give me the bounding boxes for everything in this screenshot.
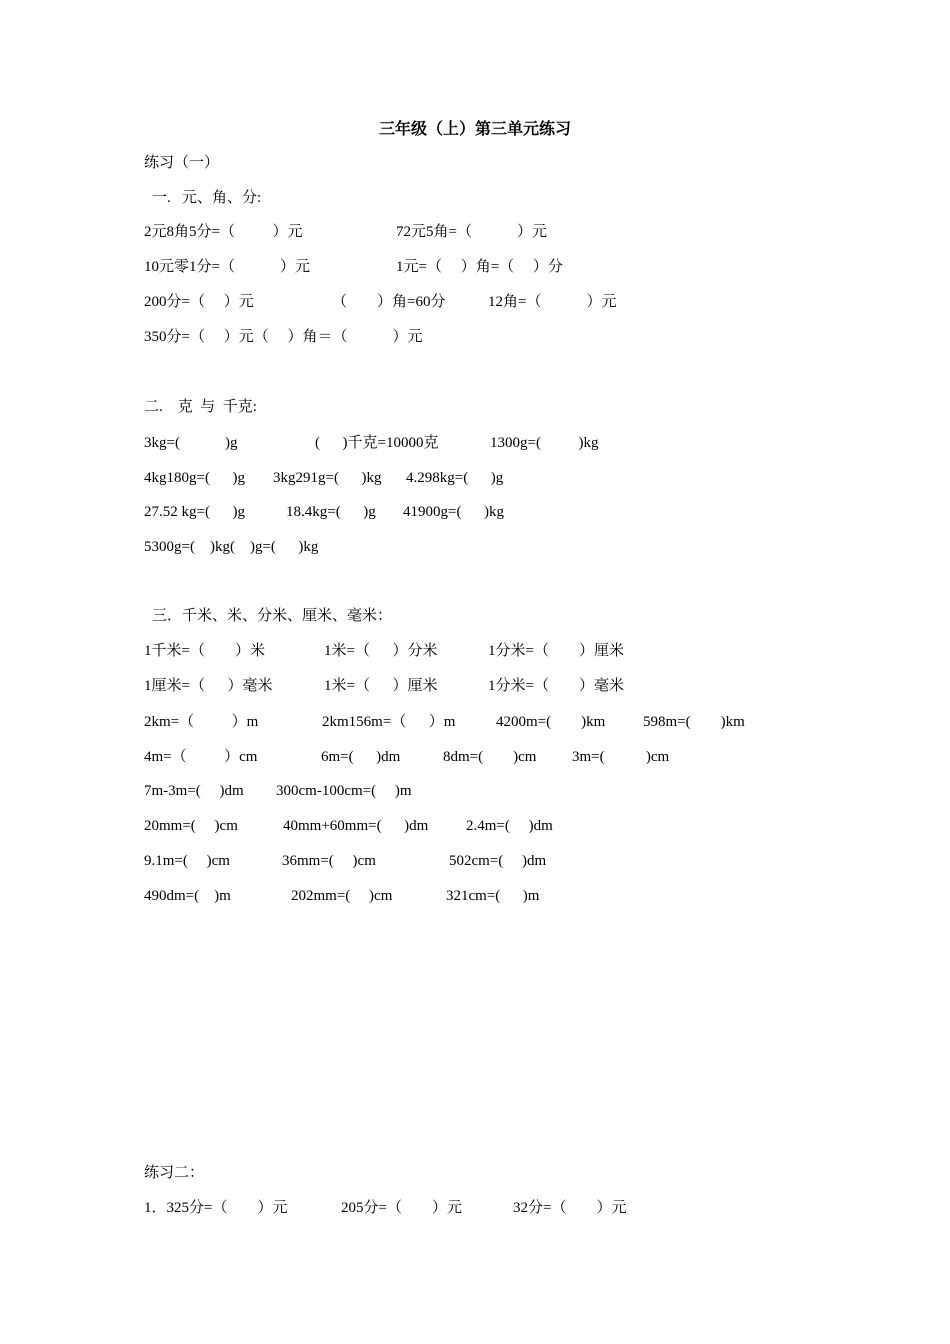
exercise-row	[0, 291, 950, 313]
exercise-row	[0, 780, 950, 802]
section3-heading: 三．千米、米、分米、厘米、毫米：	[152, 608, 393, 624]
exercise-item: 1300g=( )kg	[490, 435, 599, 451]
exercise-row	[0, 640, 950, 662]
exercise-item: 1米=（ ）分米	[324, 643, 438, 659]
exercise-item: 1分米=（ ）厘米	[488, 643, 624, 659]
exercise-row	[0, 501, 950, 523]
exercise-item: 2km156m=（ ）m	[322, 714, 456, 730]
exercise-item: 202mm=( )cm	[291, 888, 393, 904]
practice1-heading: 练习（一）	[144, 155, 220, 171]
exercise-item: 4kg180g=( )g	[144, 470, 245, 486]
exercise-row	[0, 850, 950, 872]
exercise-item: ( )千克=10000克	[315, 435, 439, 451]
exercise-row	[0, 1197, 950, 1219]
exercise-row	[0, 467, 950, 489]
practice1-heading-line	[0, 152, 950, 174]
exercise-item: 2.4m=( )dm	[466, 818, 553, 834]
exercise-item: 8dm=( )cm	[443, 749, 537, 765]
exercise-item: 1元=（ ）角=（ ）分	[396, 259, 563, 275]
exercise-item: 10元零1分=（ ）元	[144, 259, 310, 275]
section3-heading-line	[0, 605, 950, 627]
exercise-item: 3m=( )cm	[572, 749, 670, 765]
practice2-heading-line	[0, 1162, 950, 1184]
exercise-row	[0, 675, 950, 697]
exercise-item: 1千米=（ ）米	[144, 643, 265, 659]
exercise-item: 72元5角=（ ）元	[396, 224, 547, 240]
exercise-item: 41900g=( )kg	[403, 504, 504, 520]
exercise-item: 9.1m=( )cm	[144, 853, 230, 869]
exercise-row	[0, 221, 950, 243]
exercise-item: 3kg291g=( )kg	[273, 470, 382, 486]
section2-heading: 二. 克 与 千克:	[144, 399, 257, 415]
exercise-item: 1．325分=（ ）元	[144, 1200, 288, 1216]
section2-heading-line	[0, 396, 950, 418]
exercise-item: 1分米=（ ）毫米	[488, 678, 624, 694]
practice2-heading: 练习二：	[144, 1165, 205, 1181]
exercise-item: 2元8角5分=（ ）元	[144, 224, 303, 240]
exercise-item: 36mm=( )cm	[282, 853, 376, 869]
exercise-item: 18.4kg=( )g	[286, 504, 376, 520]
exercise-item: 40mm+60mm=( )dm	[283, 818, 429, 834]
exercise-item: 300cm-100cm=( )m	[276, 783, 412, 799]
exercise-item: （ ）角=60分	[332, 294, 446, 310]
exercise-item: 20mm=( )cm	[144, 818, 238, 834]
exercise-row	[0, 326, 950, 348]
exercise-row	[0, 256, 950, 278]
section1-heading-line	[0, 187, 950, 209]
exercise-row	[0, 432, 950, 454]
exercise-item: 32分=（ ）元	[513, 1200, 627, 1216]
exercise-item: 2km=（ ）m	[144, 714, 259, 730]
exercise-item: 4.298kg=( )g	[406, 470, 504, 486]
exercise-item: 200分=（ ）元	[144, 294, 254, 310]
exercise-row	[0, 885, 950, 907]
exercise-row	[0, 746, 950, 768]
exercise-item: 4m=（ ）cm	[144, 749, 258, 765]
exercise-item: 502cm=( )dm	[449, 853, 547, 869]
exercise-row	[0, 536, 950, 558]
exercise-item: 12角=（ ）元	[488, 294, 617, 310]
exercise-item: 598m=( )km	[643, 714, 745, 730]
section1-heading: 一. 元、角、分:	[152, 190, 262, 206]
exercise-item: 6m=( )dm	[321, 749, 401, 765]
exercise-item: 27.52 kg=( )g	[144, 504, 245, 520]
exercise-item: 490dm=( )m	[144, 888, 231, 904]
exercise-item: 3kg=( )g	[144, 435, 238, 451]
exercise-item: 4200m=( )km	[496, 714, 606, 730]
exercise-item: 321cm=( )m	[446, 888, 540, 904]
page-title: 三年级（上）第三单元练习	[378, 121, 571, 138]
exercise-item: 7m-3m=( )dm	[144, 783, 244, 799]
exercise-item: 1米=（ ）厘米	[324, 678, 438, 694]
exercise-item: 205分=（ ）元	[341, 1200, 462, 1216]
exercise-item: 5300g=( )kg( )g=( )kg	[144, 539, 319, 555]
exercise-item: 1厘米=（ ）毫米	[144, 678, 273, 694]
exercise-item: 350分=（ ）元（ ）角＝（ ）元	[144, 329, 423, 345]
exercise-row	[0, 815, 950, 837]
exercise-row	[0, 711, 950, 733]
